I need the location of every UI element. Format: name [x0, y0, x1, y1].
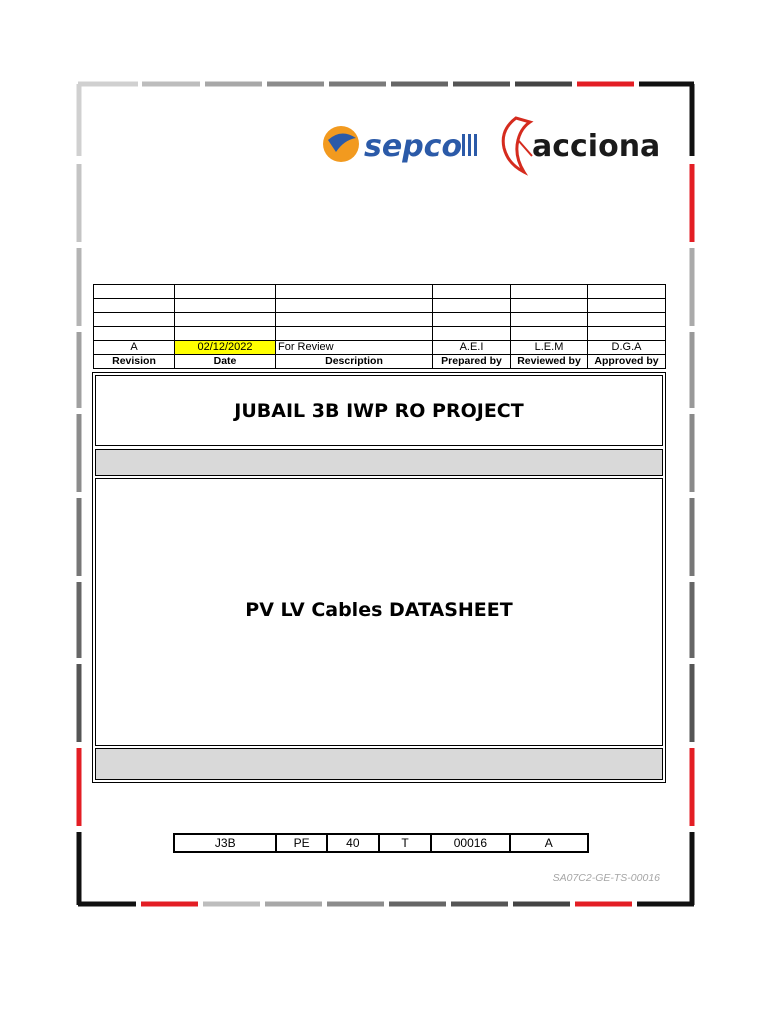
header-description: Description: [276, 355, 433, 369]
revision-empty-row: [94, 285, 666, 299]
reviewed-by-value: L.E.M: [511, 341, 588, 355]
code-discipline: PE: [276, 834, 326, 852]
code-number: 00016: [431, 834, 509, 852]
document-code-table: [173, 833, 589, 853]
revision-empty-row: [94, 313, 666, 327]
grey-band-top: [95, 449, 663, 476]
revision-table: [93, 284, 666, 369]
document-title-box: [95, 478, 663, 746]
grey-band-bottom: [95, 748, 663, 780]
document-title: PV LV Cables DATASHEET: [245, 599, 513, 621]
revision-header-row: [94, 355, 666, 369]
header-revision: Revision: [94, 355, 175, 369]
svg-text:sepco: sepco: [364, 129, 463, 164]
acciona-leaf-icon: [503, 118, 532, 172]
code-revision: A: [510, 834, 588, 852]
header-prepared-by: Prepared by: [433, 355, 511, 369]
header-date: Date: [175, 355, 276, 369]
prepared-by-value: A.E.I: [433, 341, 511, 355]
revision-value: A: [94, 341, 175, 355]
revision-empty-row: [94, 327, 666, 341]
revision-row: [94, 341, 666, 355]
code-area: 40: [327, 834, 379, 852]
header-approved-by: Approved by: [588, 355, 666, 369]
title-block: [92, 372, 666, 783]
sepco-logo: [318, 110, 668, 176]
revision-description: For Review: [276, 341, 433, 355]
project-title: JUBAIL 3B IWP RO PROJECT: [234, 400, 524, 422]
code-project: J3B: [174, 834, 276, 852]
revision-date: 02/12/2022: [175, 341, 276, 355]
company-logos: [318, 110, 668, 176]
project-title-box: [95, 375, 663, 446]
approved-by-value: D.G.A: [588, 341, 666, 355]
code-type: T: [379, 834, 431, 852]
header-reviewed-by: Reviewed by: [511, 355, 588, 369]
revision-empty-row: [94, 299, 666, 313]
svg-text:acciona: acciona: [532, 129, 661, 164]
document-reference: SA07C2-GE-TS-00016: [552, 872, 660, 884]
